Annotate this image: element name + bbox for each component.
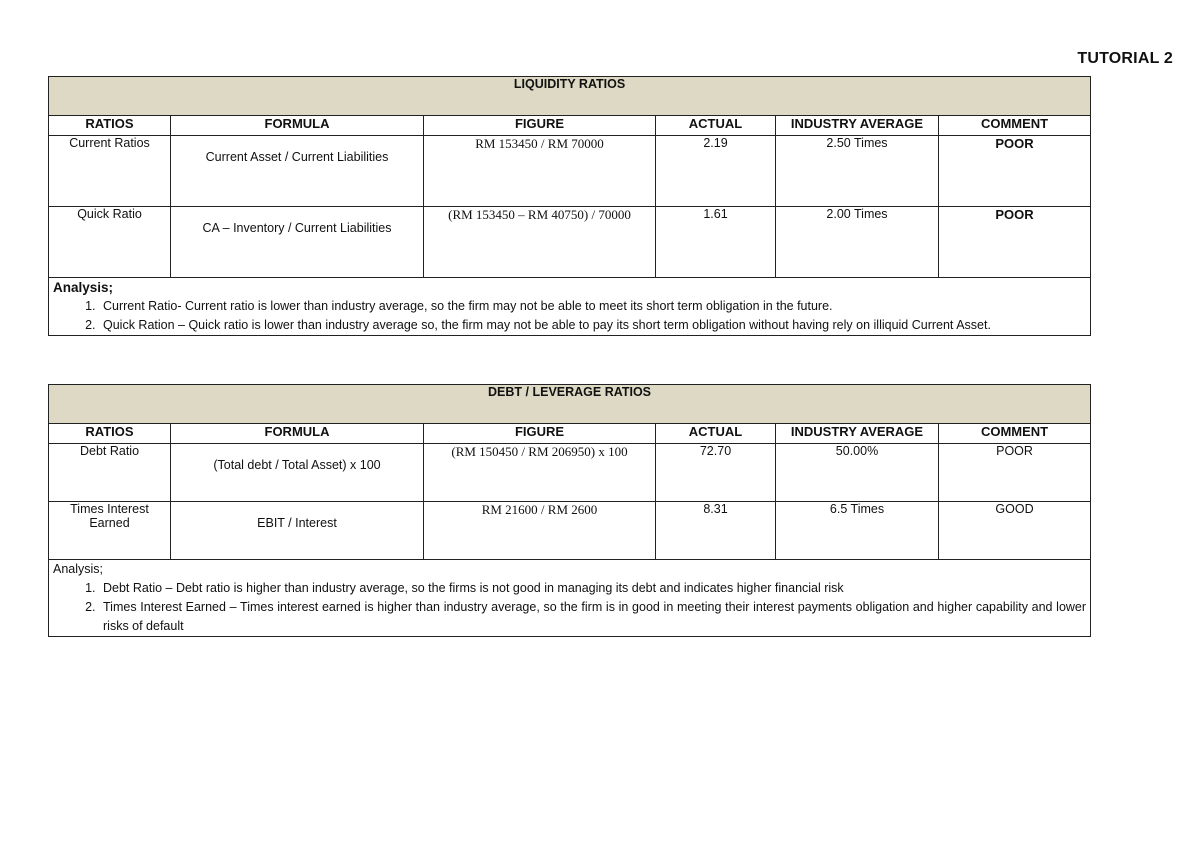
col-header-comment: COMMENT	[939, 424, 1091, 444]
formula-cell	[171, 207, 424, 278]
comment-cell: GOOD	[939, 502, 1091, 560]
formula-text: (Total debt / Total Asset) x 100	[213, 458, 381, 472]
industry-average-value: 6.5 Times	[776, 502, 939, 560]
actual-value: 1.61	[656, 207, 776, 278]
actual-value: 2.19	[656, 136, 776, 207]
liquidity-ratios-table	[48, 76, 1091, 336]
analysis-cell	[49, 278, 1091, 336]
formula-cell	[171, 502, 424, 560]
analysis-item: 2. Times Interest Earned – Times interest earned is higher than industry average, so the firm is in good in meeting their interest payments obligation and higher capability and lower risks of default	[99, 598, 1086, 636]
comment-cell: POOR	[939, 207, 1091, 278]
col-header-ratios: RATIOS	[49, 116, 171, 136]
table-row	[49, 136, 1091, 207]
figure-cell: RM 21600 / RM 2600	[424, 502, 656, 560]
table-row	[49, 207, 1091, 278]
table-row	[49, 444, 1091, 502]
column-header-row	[49, 116, 1091, 136]
analysis-cell	[49, 560, 1091, 637]
comment-cell: POOR	[939, 444, 1091, 502]
actual-value: 8.31	[656, 502, 776, 560]
ratio-name: Current Ratios	[49, 136, 171, 207]
ratio-name: Debt Ratio	[49, 444, 171, 502]
col-header-industry-average: INDUSTRY AVERAGE	[776, 424, 939, 444]
formula-text: EBIT / Interest	[257, 516, 337, 530]
figure-cell: (RM 150450 / RM 206950) x 100	[424, 444, 656, 502]
analysis-row	[49, 278, 1091, 336]
section-header	[49, 385, 1091, 424]
document-title: TUTORIAL 2	[1077, 50, 1173, 67]
col-header-figure: FIGURE	[424, 116, 656, 136]
analysis-item: 2. Quick Ration – Quick ratio is lower than industry average so, the firm may not be able to pay its short term obligation without having rely on illiquid Current Asset.	[99, 316, 1086, 335]
formula-cell	[171, 444, 424, 502]
section-header	[49, 77, 1091, 116]
industry-average-value: 2.00 Times	[776, 207, 939, 278]
analysis-list	[53, 297, 1086, 335]
section-title: DEBT / LEVERAGE RATIOS	[49, 385, 1091, 424]
section-title: LIQUIDITY RATIOS	[49, 77, 1091, 116]
ratio-name: Times Interest Earned	[49, 502, 171, 560]
analysis-item: 1. Debt Ratio – Debt ratio is higher than industry average, so the firms is not good in managing its debt and indicates higher financial risk	[99, 579, 1086, 598]
col-header-industry-average: INDUSTRY AVERAGE	[776, 116, 939, 136]
formula-text: CA – Inventory / Current Liabilities	[202, 221, 392, 235]
industry-average-value: 2.50 Times	[776, 136, 939, 207]
industry-average-value: 50.00%	[776, 444, 939, 502]
figure-cell: RM 153450 / RM 70000	[424, 136, 656, 207]
column-header-row	[49, 424, 1091, 444]
actual-value: 72.70	[656, 444, 776, 502]
formula-text: Current Asset / Current Liabilities	[205, 150, 389, 164]
analysis-list	[53, 579, 1086, 636]
col-header-actual: ACTUAL	[656, 116, 776, 136]
col-header-comment: COMMENT	[939, 116, 1091, 136]
debt-leverage-ratios-table	[48, 384, 1091, 637]
formula-cell	[171, 136, 424, 207]
col-header-formula: FORMULA	[171, 424, 424, 444]
figure-cell: (RM 153450 – RM 40750) / 70000	[424, 207, 656, 278]
table-row	[49, 502, 1091, 560]
col-header-ratios: RATIOS	[49, 424, 171, 444]
comment-cell: POOR	[939, 136, 1091, 207]
ratio-name: Quick Ratio	[49, 207, 171, 278]
col-header-formula: FORMULA	[171, 116, 424, 136]
analysis-title: Analysis;	[53, 562, 104, 576]
analysis-item: 1. Current Ratio- Current ratio is lower than industry average, so the firm may not be able to meet its short term obligation in the future.	[99, 297, 1086, 316]
analysis-title: Analysis;	[53, 280, 114, 295]
col-header-actual: ACTUAL	[656, 424, 776, 444]
analysis-row	[49, 560, 1091, 637]
col-header-figure: FIGURE	[424, 424, 656, 444]
